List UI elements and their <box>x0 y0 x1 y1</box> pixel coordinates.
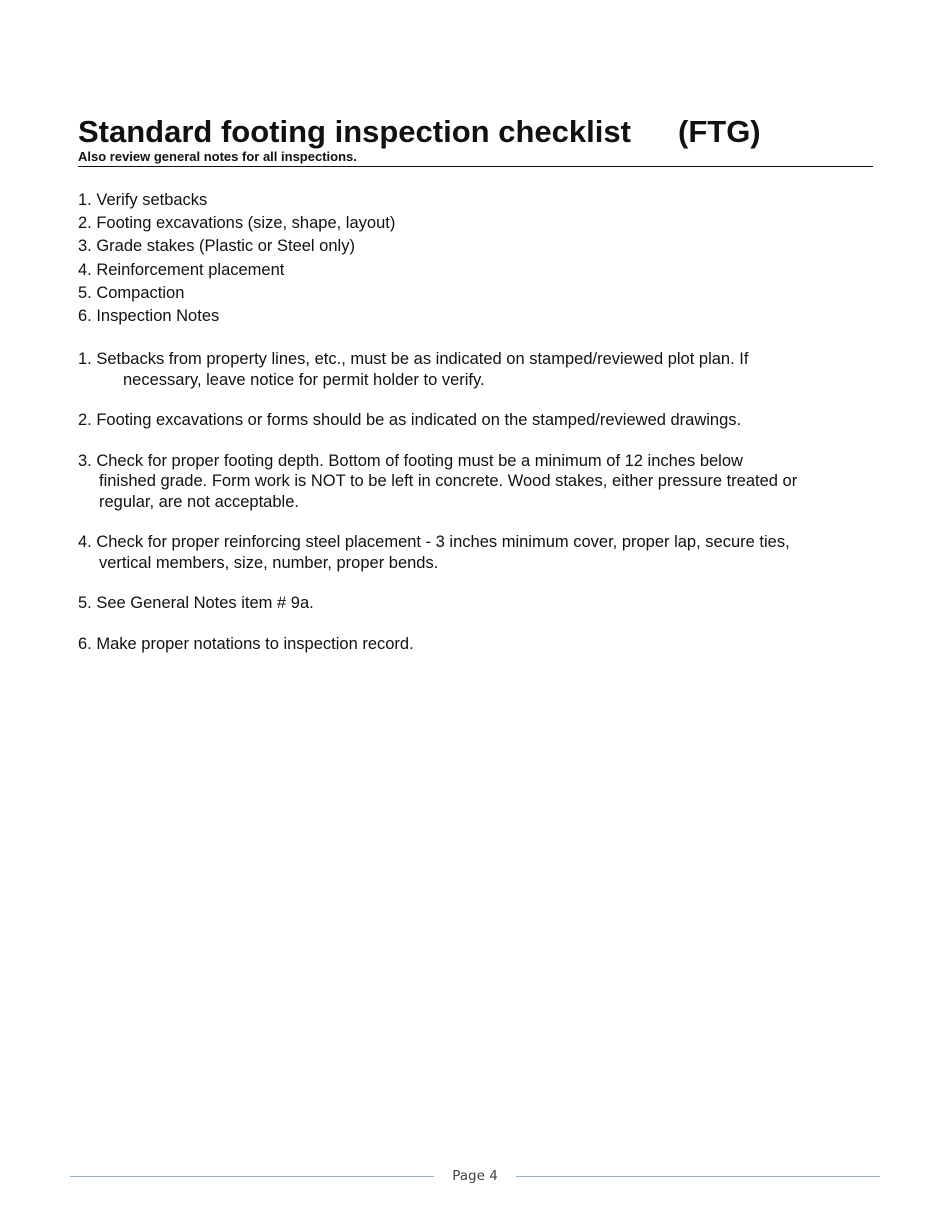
checklist-item: 3. Grade stakes (Plastic or Steel only) <box>78 237 355 256</box>
header-divider <box>78 166 873 167</box>
note-5 <box>78 593 878 614</box>
checklist-item: 2. Footing excavations (size, shape, layout) <box>78 214 396 233</box>
checklist <box>78 189 395 328</box>
page-footer <box>70 1166 880 1188</box>
note-1 <box>78 349 878 390</box>
title-row <box>78 112 878 152</box>
note-line: 3. Check for proper footing depth. Bottom of footing must be a minimum of 12 inches below <box>78 451 743 470</box>
checklist-item: 1. Verify setbacks <box>78 191 208 209</box>
note-3 <box>78 451 878 513</box>
note-4 <box>78 532 878 573</box>
footer-divider-left <box>70 1176 434 1177</box>
footer-divider-right <box>516 1176 880 1177</box>
note-line: regular, are not acceptable. <box>99 492 299 511</box>
page-subtitle: Also review general notes for all inspections. <box>78 149 357 164</box>
note-line: 1. Setbacks from property lines, etc., must be as indicated on stamped/reviewed plot plan. If <box>78 350 749 368</box>
title-code: (FTG) <box>678 114 761 149</box>
note-6 <box>78 634 878 655</box>
note-line: 2. Footing excavations or forms should be as indicated on the stamped/reviewed drawings. <box>78 411 742 429</box>
checklist-item: 5. Compaction <box>78 283 185 302</box>
note-line: finished grade. Form work is NOT to be left in concrete. Wood stakes, either pressure treated or <box>99 472 798 490</box>
inspection-notes <box>78 349 878 674</box>
note-line: necessary, leave notice for permit holder to verify. <box>123 370 485 389</box>
note-line: 6. Make proper notations to inspection record. <box>78 634 414 653</box>
page-title: Standard footing inspection checklist <box>78 114 631 149</box>
note-line: 4. Check for proper reinforcing steel placement - 3 inches minimum cover, proper lap, secure ties, <box>78 533 790 551</box>
checklist-item: 6. Inspection Notes <box>78 307 220 326</box>
note-line: 5. See General Notes item # 9a. <box>78 594 314 612</box>
page-number: Page 4 <box>452 1168 498 1184</box>
note-2 <box>78 410 878 431</box>
checklist-item: 4. Reinforcement placement <box>78 260 285 279</box>
note-line: vertical members, size, number, proper bends. <box>99 553 439 572</box>
